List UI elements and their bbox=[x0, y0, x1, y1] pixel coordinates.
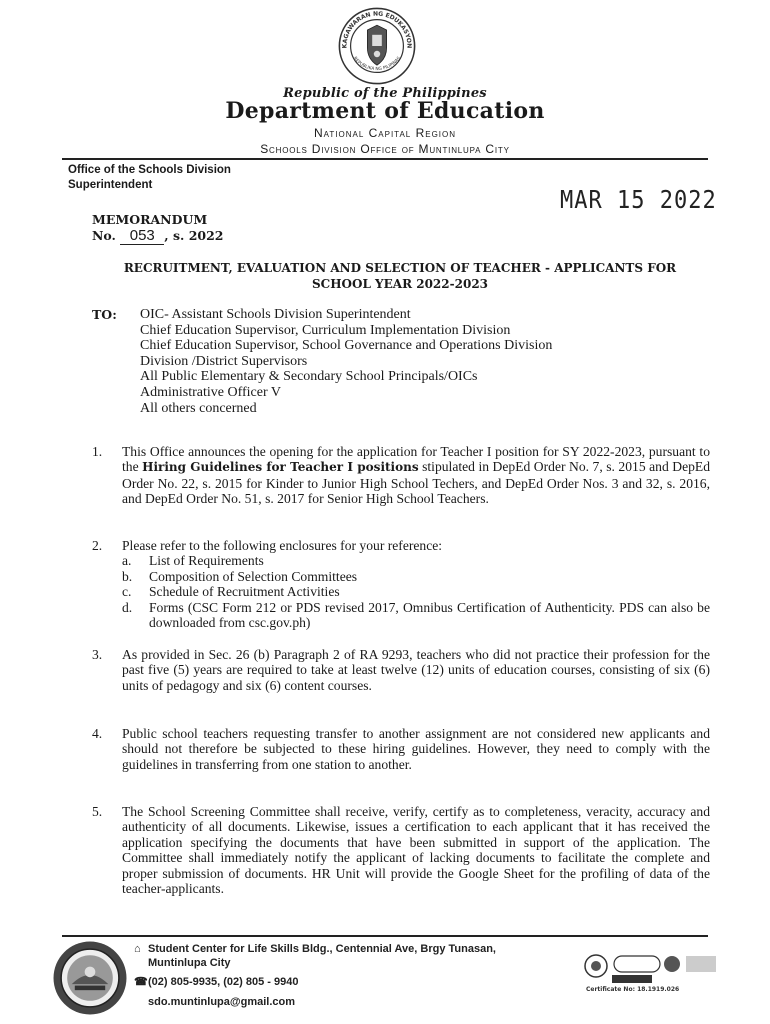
footer-phone: ☎(02) 805-9935, (02) 805 - 9940 bbox=[134, 976, 299, 988]
paragraph-2: 2. Please refer to the following enclosures for your reference: a. List of Requirements b. Composition of Selection Committees c. Schedule of Recruitment Activities d. Forms (CSC Form 212 or PDS revised 2017, Omnibus Certification of Authenticity. PDS can also be downloaded from csc.gov.ph) bbox=[92, 538, 710, 631]
paragraph-5: 5. The School Screening Committee shall receive, verify, certify as to completeness, veracity, accuracy and authenticity of all documents. Likewise, issues a certification to each applicant that it has received the application specifying the documents that have been submitted in support of the application. The Committee shall immediately notify the applicant of lacking documents to facilitate the complete and proper submission of documents. HR Unit will provide the Google Sheet for the profiling of data of the teacher-applicants. bbox=[92, 804, 710, 897]
recipient-item: All Public Elementary & Secondary School Principals/OICs bbox=[140, 369, 478, 385]
recipient-list bbox=[140, 307, 552, 416]
recipient-item: Chief Education Supervisor, Curriculum Implementation Division bbox=[140, 322, 511, 338]
svg-text:Certificate No: 18.1919.026: Certificate No: 18.1919.026 bbox=[586, 986, 680, 993]
region-name: National Capital Region bbox=[313, 126, 457, 140]
iso-certification-logo-icon bbox=[582, 948, 722, 994]
paragraph-4: 4. Public school teachers requesting transfer to another assignment are not considered new applicants and should not therefore be subjected to these hiring guidelines. However, they need to comply with the guidelines in transferring from one station to another. bbox=[92, 726, 710, 772]
list-item: a. List of Requirements bbox=[122, 553, 264, 569]
phone-icon: ☎ bbox=[134, 976, 148, 988]
list-item: b. Composition of Selection Committees bbox=[122, 568, 358, 584]
recipient-item: Administrative Officer V bbox=[140, 384, 282, 400]
svg-text:REPUBLIKA NG PILIPINAS: REPUBLIKA NG PILIPINAS bbox=[351, 56, 403, 73]
department-name: Department of Education bbox=[225, 98, 545, 124]
memo-subject: RECRUITMENT, EVALUATION AND SELECTION OF TEACHER - APPLICANTS FOR SCHOOL YEAR 2022-2023 bbox=[123, 261, 677, 291]
deped-seal-icon bbox=[337, 6, 417, 86]
paragraph-1: 1. This Office announces the opening for the application for Teacher I position for SY 2022-2023, pursuant to the Hiring Guidelines for Teacher I positions stipulated in DepEd Order No. 7, s. 2015 and DepEd Order No. 22, s. 2015 for Kinder to Junior High School Techers, and DepEd Order Nos. 3 and 32, s. 2016, and DepEd Order No. 51, s. 2017 for Senior High School Teachers. bbox=[92, 444, 710, 507]
enclosure-list bbox=[122, 553, 710, 630]
recipient-item: OIC- Assistant Schools Division Superintendent bbox=[140, 307, 411, 322]
memo-label: MEMORANDUM bbox=[92, 212, 208, 227]
recipient-item: Division /District Supervisors bbox=[140, 353, 308, 369]
home-icon: ⌂ bbox=[134, 943, 141, 955]
header-divider bbox=[62, 158, 708, 160]
office-name: Office of the Schools Division Superintendent bbox=[68, 164, 231, 191]
list-item: c. Schedule of Recruitment Activities bbox=[122, 584, 340, 600]
list-item: d. Forms (CSC Form 212 or PDS revised 2017, Omnibus Certification of Authenticity. PDS can also be downloaded from csc.gov.ph) bbox=[122, 599, 710, 631]
division-name: Schools Division Office of Muntinlupa City bbox=[260, 142, 510, 156]
footer-divider bbox=[62, 935, 708, 937]
recipient-item: Chief Education Supervisor, School Governance and Operations Division bbox=[140, 338, 553, 354]
footer-email: sdo.muntinlupa@gmail.com bbox=[148, 996, 296, 1008]
memo-number: 053 bbox=[120, 228, 164, 245]
memo-number-line: No. 053 , s. 2022 bbox=[92, 227, 224, 244]
memo-heading bbox=[92, 212, 224, 245]
svg-text:KAGAWARAN NG EDUKASYON: KAGAWARAN NG EDUKASYON bbox=[341, 10, 413, 49]
republic-line: Republic of the Philippines bbox=[283, 86, 487, 101]
hiring-guidelines-emphasis: Hiring Guidelines for Teacher I positions bbox=[142, 460, 419, 475]
paragraph-3: 3. As provided in Sec. 26 (b) Paragraph 2 of RA 9293, teachers who did not practice their profession for the past five (5) years are required to take at least twelve (12) units of education courses, consisting of six (6) units of pedagogy and six (6) content courses. bbox=[92, 647, 710, 693]
recipient-item: All others concerned bbox=[140, 400, 257, 416]
footer-address: ⌂ Student Center for Life Skills Bldg., Centennial Ave, Brgy Tunasan, Muntinlupa City bbox=[134, 943, 496, 969]
division-seal-icon bbox=[52, 940, 128, 1016]
to-label: TO: bbox=[92, 307, 117, 322]
date-stamp: MAR 15 2022 bbox=[560, 186, 717, 215]
